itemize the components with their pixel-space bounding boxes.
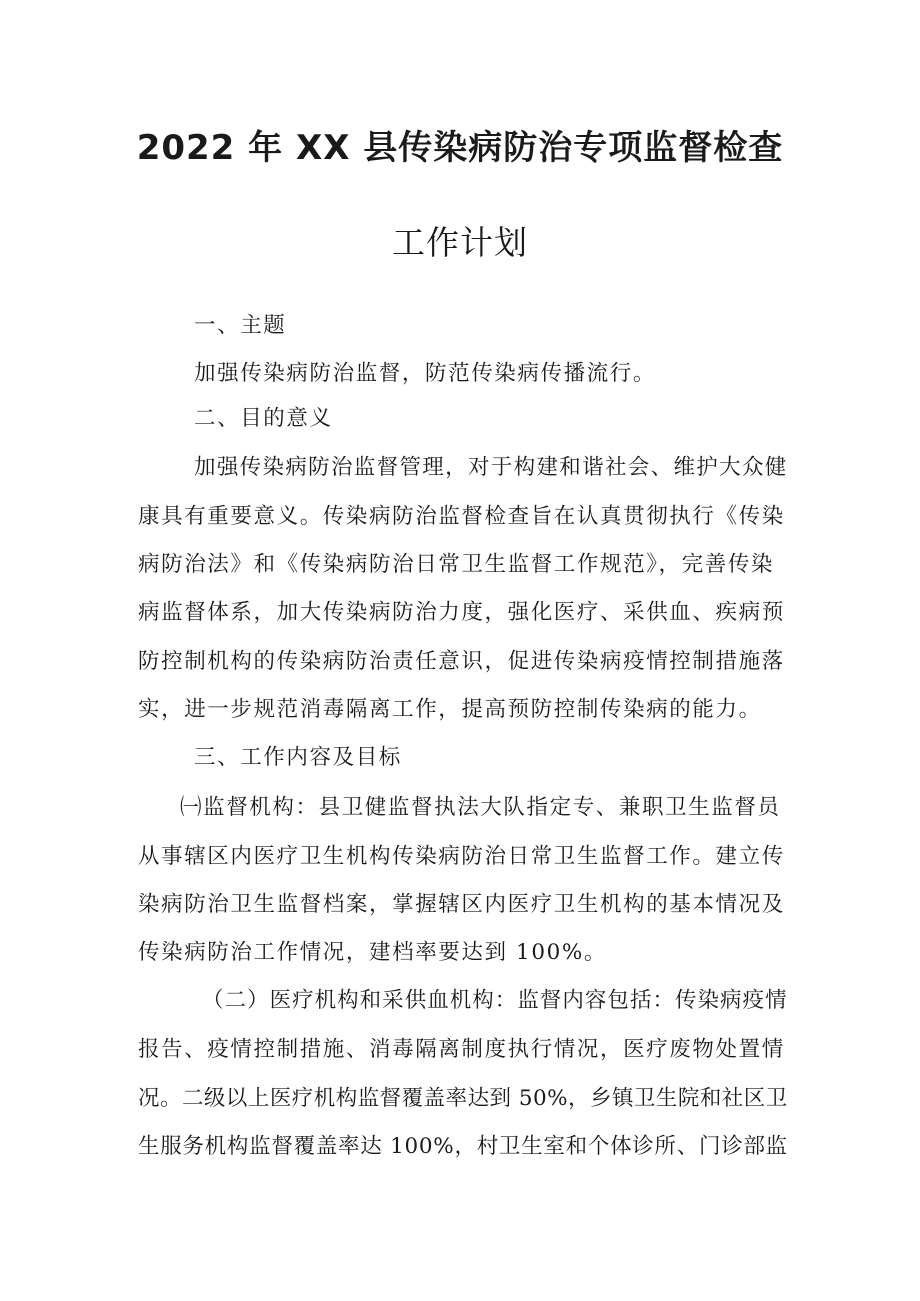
- paragraph-line: 康具有重要意义。传染病防治监督检查旨在认真贯彻执行《传染: [138, 504, 785, 529]
- paragraph-line: 生服务机构监督覆盖率达 100%，村卫生室和个体诊所、门诊部监: [138, 1134, 788, 1159]
- paragraph-line: 加强传染病防治监督管理，对于构建和谐社会、维护大众健: [194, 455, 788, 480]
- paragraph-line: 病防治法》和《传染病防治日常卫生监督工作规范》，完善传染: [138, 552, 775, 577]
- document-title-line-2: 工作计划: [392, 223, 528, 262]
- paragraph-line: 病监督体系，加大传染病防治力度，强化医疗、采供血、疾病预: [138, 600, 785, 625]
- paragraph-line: 染病防治卫生监督档案，掌握辖区内医疗卫生机构的基本情况及: [138, 892, 785, 917]
- paragraph-line: ㈠监督机构：县卫健监督执法大队指定专、兼职卫生监督员: [180, 795, 781, 820]
- paragraph-line: 加强传染病防治监督，防范传染病传播流行。: [194, 361, 657, 386]
- section-heading-2: 二、目的意义: [194, 406, 333, 431]
- section-heading-1: 一、主题: [194, 313, 287, 338]
- paragraph-line: 从事辖区内医疗卫生机构传染病防治日常卫生监督工作。建立传: [138, 844, 785, 869]
- paragraph-line: 传染病防治工作情况，建档率要达到 100%。: [138, 940, 608, 965]
- paragraph-line: 况。二级以上医疗机构监督覆盖率达到 50%，乡镇卫生院和社区卫: [138, 1086, 788, 1111]
- section-heading-3: 三、工作内容及目标: [194, 745, 402, 770]
- paragraph-line: （二）医疗机构和采供血机构：监督内容包括：传染病疫情: [202, 988, 788, 1013]
- paragraph-line: 防控制机构的传染病防治责任意识，促进传染病疫情控制措施落: [138, 649, 785, 674]
- document-title-line-1: 2022 年 XX 县传染病防治专项监督检查: [136, 128, 784, 168]
- paragraph-line: 实，进一步规范消毒隔离工作，提高预防控制传染病的能力。: [138, 697, 762, 722]
- paragraph-line: 报告、疫情控制措施、消毒隔离制度执行情况，医疗废物处置情: [138, 1037, 785, 1062]
